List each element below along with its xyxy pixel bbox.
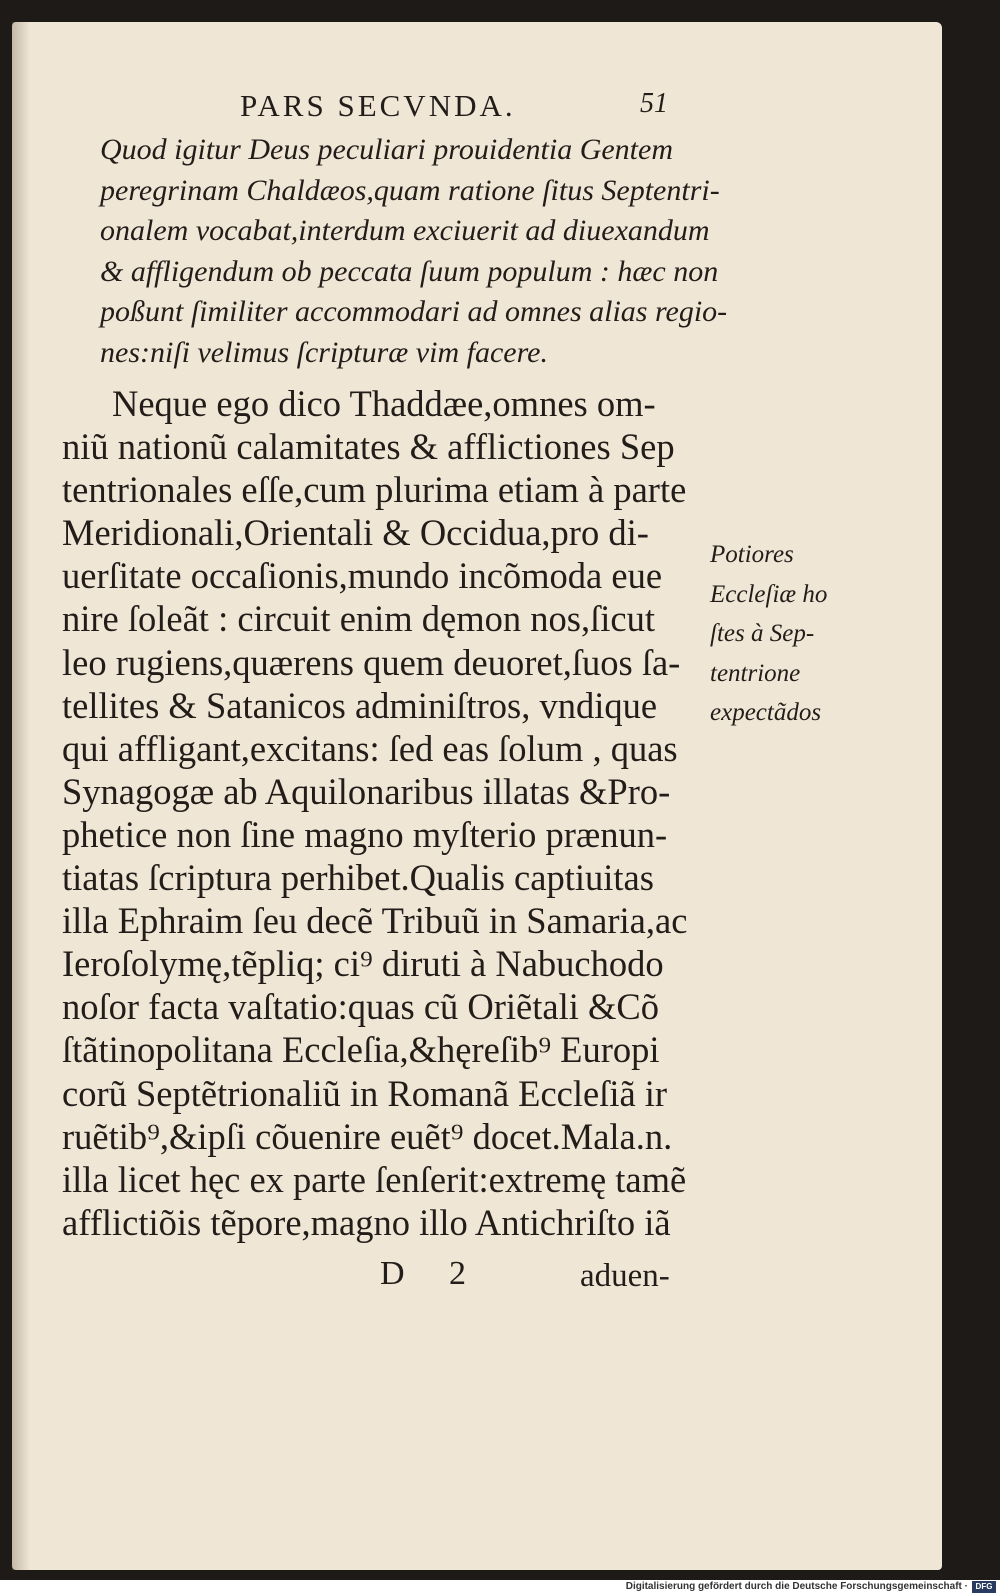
italic-paragraph xyxy=(100,130,728,374)
marginal-line: expectãdos xyxy=(710,699,822,726)
text-line: Ieroſolymę,tẽpliq; ci⁹ diruti à Nabuchodo xyxy=(62,943,664,985)
text-line: peregrinam Chaldæos,quam ratione ſitus Septentri- xyxy=(100,173,720,207)
page-number: 51 xyxy=(640,88,668,119)
marginal-line: tentrione xyxy=(710,659,801,687)
text-line: illa Ephraim ſeu decẽ Tribuũ in Samaria,ac xyxy=(62,900,688,942)
signature-mark: D 2 xyxy=(380,1255,485,1292)
text-line: nes:niſi velimus ſcripturæ vim facere. xyxy=(100,335,548,369)
text-line: tentrionales eſſe,cum plurima etiam à parte xyxy=(62,469,687,511)
text-line: Synagogæ ab Aquilonaribus illatas &Pro- xyxy=(62,770,671,812)
catchword: aduen- xyxy=(580,1258,670,1294)
text-line: illa licet hęc ex parte ſenſerit:extremę tamẽ xyxy=(62,1158,687,1200)
marginal-line: ſtes à Sep- xyxy=(710,620,815,647)
marginal-note xyxy=(710,535,880,733)
text-line: qui affligant,excitans: ſed eas ſolum , quas xyxy=(62,727,678,769)
roman-paragraph xyxy=(62,382,712,1244)
text-line: onalem vocabat,interdum exciuerit ad diuexandum xyxy=(100,214,710,248)
marginal-line: Potiores xyxy=(710,541,794,568)
text-line: tiatas ſcriptura perhibet.Qualis captiuitas xyxy=(62,857,654,899)
text-line: nire ſoleãt : circuit enim dęmon nos,ſicut xyxy=(62,598,655,640)
text-line: uerſitate occaſionis,mundo incõmoda eue xyxy=(62,555,663,597)
text-line: phetice non ſine magno myſterio prænun- xyxy=(62,813,668,855)
text-line: Meridionali,Orientali & Occidua,pro di- xyxy=(62,512,649,554)
text-line: poßunt ſimiliter accommodari ad omnes alias regio- xyxy=(100,295,728,329)
text-line: Quod igitur Deus peculiari prouidentia Gentem xyxy=(100,133,673,166)
text-line: leo rugiens,quærens quem deuoret,ſuos ſa- xyxy=(62,641,681,683)
funding-credit: Digitalisierung gefördert durch die Deutsche Forschungsgemeinschaft · xyxy=(625,1581,968,1592)
text-line: tellites & Satanicos adminiſtros, vndique xyxy=(62,684,658,726)
marginal-line: Eccleſiæ ho xyxy=(710,580,828,608)
text-line: noſor facta vaſtatio:quas cũ Oriẽtali &Cõ xyxy=(62,986,659,1028)
running-head: PARS SECVNDA. xyxy=(240,88,516,123)
text-line: & affligendum ob peccata ſuum populum : hæc non xyxy=(100,254,719,288)
text-line: afflictiõis tẽpore,magno illo Antichriſto iã xyxy=(62,1201,671,1243)
text-line: ruẽtib⁹,&ipſi cõuenire euẽt⁹ docet.Mala.n. xyxy=(62,1115,673,1157)
text-line: corũ Septẽtrionaliũ in Romanã Eccleſiã ir xyxy=(62,1072,668,1114)
dfg-logo: DFG xyxy=(972,1581,996,1593)
text-line: Neque ego dico Thaddæe,omnes om- xyxy=(112,383,656,424)
text-line: niũ nationũ calamitates & afflictiones Sep xyxy=(62,426,675,468)
text-line: ſtãtinopolitana Eccleſia,&hęreſib⁹ Europi xyxy=(62,1029,660,1071)
